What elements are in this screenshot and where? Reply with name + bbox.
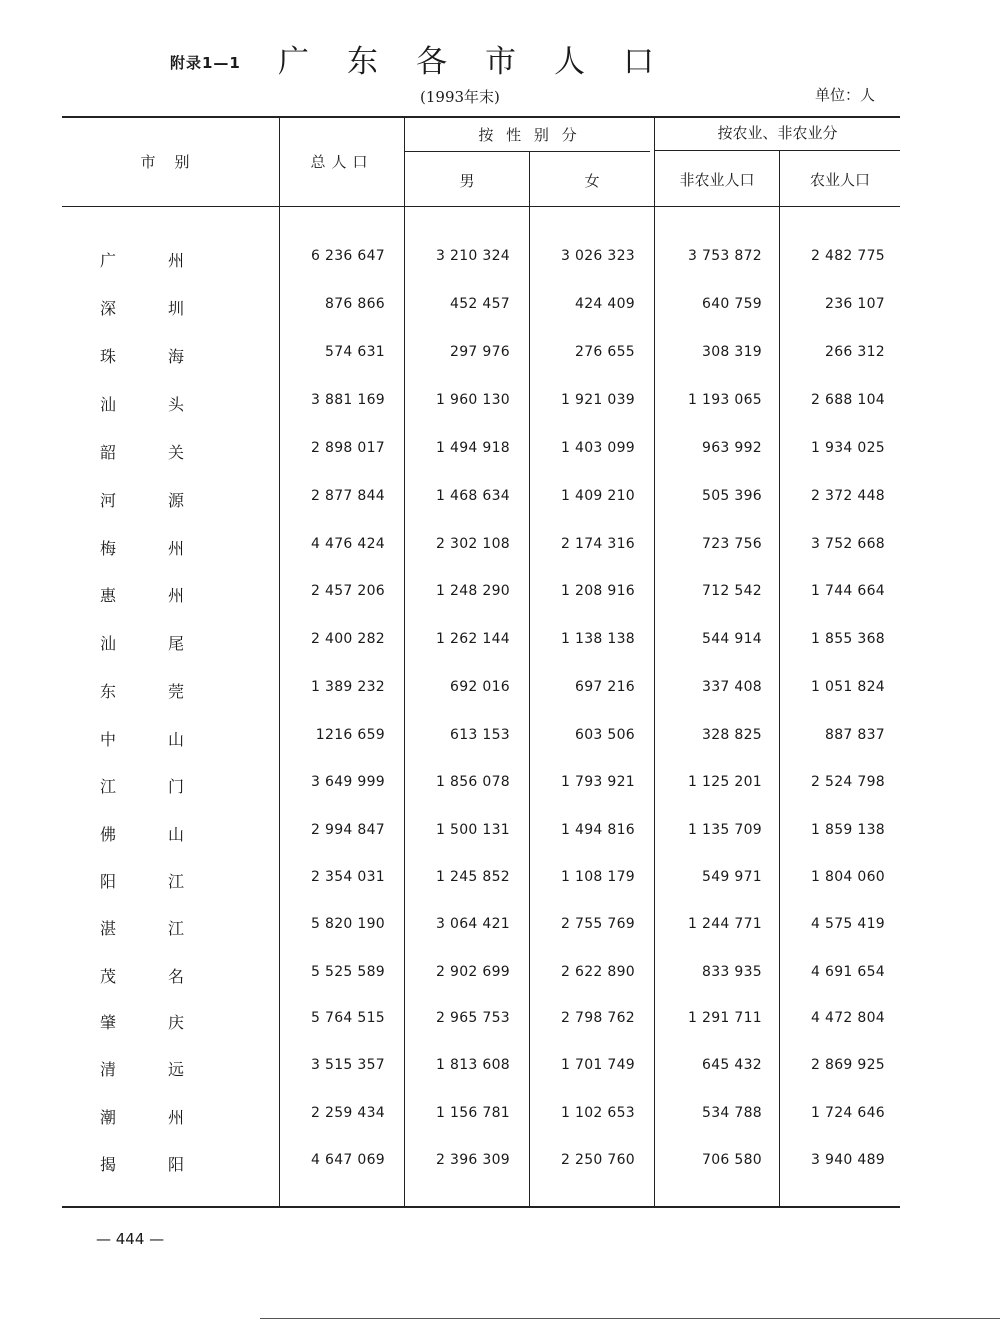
city-name: 东莞 [100, 682, 237, 701]
non-agricultural-population: 1 244 771 [688, 916, 762, 932]
subheader-rule-agri [655, 150, 900, 151]
total-population: 574 631 [325, 344, 385, 360]
appendix-label: 附录1—1 [170, 54, 241, 72]
agricultural-population: 2 869 925 [811, 1057, 885, 1073]
total-population: 2 877 844 [311, 488, 385, 504]
non-agricultural-population: 544 914 [702, 631, 762, 647]
table-row [0, 1010, 1000, 1040]
agricultural-population: 266 312 [825, 344, 885, 360]
table-row [0, 869, 1000, 899]
female-population: 603 506 [575, 727, 635, 743]
header-female: 女 [584, 172, 600, 190]
non-agricultural-population: 3 753 872 [688, 248, 762, 264]
city-name: 佛山 [100, 825, 237, 844]
female-population: 1 793 921 [561, 774, 635, 790]
non-agricultural-population: 1 291 711 [688, 1010, 762, 1026]
total-population: 4 476 424 [311, 536, 385, 552]
agricultural-population: 2 688 104 [811, 392, 885, 408]
male-population: 2 396 309 [436, 1152, 510, 1168]
city-name: 汕尾 [100, 634, 237, 653]
total-population: 3 649 999 [311, 774, 385, 790]
table-row [0, 392, 1000, 422]
table-row [0, 488, 1000, 518]
non-agricultural-population: 534 788 [702, 1105, 762, 1121]
non-agricultural-population: 337 408 [702, 679, 762, 695]
male-population: 613 153 [450, 727, 510, 743]
header-by-agri: 按农业、非农业分 [717, 124, 838, 142]
city-name: 揭阳 [100, 1155, 237, 1174]
non-agricultural-population: 706 580 [702, 1152, 762, 1168]
total-population: 2 994 847 [311, 822, 385, 838]
non-agricultural-population: 505 396 [702, 488, 762, 504]
column-divider-sex [404, 118, 405, 1206]
subtitle: (1993年末) [420, 88, 500, 106]
city-name: 河源 [100, 491, 237, 510]
header-city: 市 别 [140, 153, 190, 171]
agricultural-population: 4 472 804 [811, 1010, 885, 1026]
header-male: 男 [459, 172, 475, 190]
table-row [0, 679, 1000, 709]
table-row [0, 296, 1000, 326]
male-population: 1 813 608 [436, 1057, 510, 1073]
total-population: 876 866 [325, 296, 385, 312]
city-name: 汕头 [100, 395, 237, 414]
non-agricultural-population: 712 542 [702, 583, 762, 599]
female-population: 1 701 749 [561, 1057, 635, 1073]
subheader-rule-sex [405, 151, 650, 152]
city-name: 江门 [100, 777, 237, 796]
female-population: 1 138 138 [561, 631, 635, 647]
non-agricultural-population: 1 125 201 [688, 774, 762, 790]
city-name: 惠州 [100, 586, 237, 605]
female-population: 2 174 316 [561, 536, 635, 552]
table-top-rule [62, 116, 900, 118]
male-population: 692 016 [450, 679, 510, 695]
table-row [0, 774, 1000, 804]
female-population: 1 403 099 [561, 440, 635, 456]
total-population: 4 647 069 [311, 1152, 385, 1168]
city-name: 阳江 [100, 872, 237, 891]
female-population: 2 798 762 [561, 1010, 635, 1026]
agricultural-population: 1 804 060 [811, 869, 885, 885]
male-population: 3 210 324 [436, 248, 510, 264]
non-agricultural-population: 963 992 [702, 440, 762, 456]
agricultural-population: 4 691 654 [811, 964, 885, 980]
agricultural-population: 236 107 [825, 296, 885, 312]
female-population: 2 250 760 [561, 1152, 635, 1168]
male-population: 1 248 290 [436, 583, 510, 599]
city-name: 茂名 [100, 967, 237, 986]
male-population: 2 965 753 [436, 1010, 510, 1026]
female-population: 2 755 769 [561, 916, 635, 932]
agricultural-population: 2 482 775 [811, 248, 885, 264]
female-population: 1 494 816 [561, 822, 635, 838]
city-name: 湛江 [100, 919, 237, 938]
table-row [0, 964, 1000, 994]
table-row [0, 916, 1000, 946]
agricultural-population: 887 837 [825, 727, 885, 743]
city-name: 潮州 [100, 1108, 237, 1127]
table-row [0, 1057, 1000, 1087]
table-row [0, 344, 1000, 374]
female-population: 1 409 210 [561, 488, 635, 504]
male-population: 1 500 131 [436, 822, 510, 838]
male-population: 1 468 634 [436, 488, 510, 504]
non-agricultural-population: 308 319 [702, 344, 762, 360]
total-population: 2 354 031 [311, 869, 385, 885]
table-bottom-rule [62, 1206, 900, 1208]
table-row [0, 583, 1000, 613]
table-row [0, 822, 1000, 852]
total-population: 2 457 206 [311, 583, 385, 599]
female-population: 1 921 039 [561, 392, 635, 408]
table-row [0, 248, 1000, 278]
header-by-sex: 按 性 别 分 [478, 126, 581, 144]
table-row [0, 536, 1000, 566]
agricultural-population: 1 744 664 [811, 583, 885, 599]
agricultural-population: 4 575 419 [811, 916, 885, 932]
agricultural-population: 3 940 489 [811, 1152, 885, 1168]
table-row [0, 1105, 1000, 1135]
non-agricultural-population: 645 432 [702, 1057, 762, 1073]
male-population: 1 494 918 [436, 440, 510, 456]
agricultural-population: 2 524 798 [811, 774, 885, 790]
male-population: 1 245 852 [436, 869, 510, 885]
total-population: 1 389 232 [311, 679, 385, 695]
total-population: 5 525 589 [311, 964, 385, 980]
male-population: 1 156 781 [436, 1105, 510, 1121]
male-population: 297 976 [450, 344, 510, 360]
header-bottom-rule [62, 206, 900, 207]
table-row [0, 1152, 1000, 1182]
total-population: 2 400 282 [311, 631, 385, 647]
city-name: 深圳 [100, 299, 237, 318]
non-agricultural-population: 723 756 [702, 536, 762, 552]
page-title: 广东各市人口 [278, 44, 692, 80]
total-population: 2 898 017 [311, 440, 385, 456]
city-name: 肇庆 [100, 1013, 237, 1032]
female-population: 1 208 916 [561, 583, 635, 599]
total-population: 3 881 169 [311, 392, 385, 408]
non-agricultural-population: 640 759 [702, 296, 762, 312]
agricultural-population: 1 724 646 [811, 1105, 885, 1121]
non-agricultural-population: 1 135 709 [688, 822, 762, 838]
column-divider-agri-group [654, 118, 655, 1206]
total-population: 2 259 434 [311, 1105, 385, 1121]
female-population: 3 026 323 [561, 248, 635, 264]
page-number: — 444 — [96, 1230, 165, 1248]
non-agricultural-population: 1 193 065 [688, 392, 762, 408]
male-population: 1 262 144 [436, 631, 510, 647]
city-name: 清远 [100, 1060, 237, 1079]
female-population: 697 216 [575, 679, 635, 695]
total-population: 6 236 647 [311, 248, 385, 264]
non-agricultural-population: 549 971 [702, 869, 762, 885]
column-divider-total [279, 118, 280, 1206]
male-population: 3 064 421 [436, 916, 510, 932]
total-population: 5 764 515 [311, 1010, 385, 1026]
city-name: 韶关 [100, 443, 237, 462]
male-population: 452 457 [450, 296, 510, 312]
city-name: 中山 [100, 730, 237, 749]
total-population: 5 820 190 [311, 916, 385, 932]
agricultural-population: 1 855 368 [811, 631, 885, 647]
female-population: 424 409 [575, 296, 635, 312]
female-population: 1 102 653 [561, 1105, 635, 1121]
male-population: 2 302 108 [436, 536, 510, 552]
total-population: 3 515 357 [311, 1057, 385, 1073]
table-row [0, 631, 1000, 661]
unit-label: 单位：人 [815, 86, 876, 104]
city-name: 梅州 [100, 539, 237, 558]
agricultural-population: 1 051 824 [811, 679, 885, 695]
female-population: 276 655 [575, 344, 635, 360]
city-name: 广州 [100, 251, 237, 270]
table-row [0, 440, 1000, 470]
non-agricultural-population: 328 825 [702, 727, 762, 743]
header-non-agri: 非农业人口 [679, 171, 755, 189]
table-row [0, 727, 1000, 757]
city-name: 珠海 [100, 347, 237, 366]
agricultural-population: 1 934 025 [811, 440, 885, 456]
female-population: 1 108 179 [561, 869, 635, 885]
page-bottom-edge [260, 1318, 1000, 1319]
agricultural-population: 3 752 668 [811, 536, 885, 552]
agricultural-population: 2 372 448 [811, 488, 885, 504]
male-population: 1 960 130 [436, 392, 510, 408]
header-total: 总人口 [310, 153, 374, 171]
total-population: 1216 659 [315, 727, 385, 743]
header-agri: 农业人口 [809, 171, 870, 189]
non-agricultural-population: 833 935 [702, 964, 762, 980]
male-population: 2 902 699 [436, 964, 510, 980]
male-population: 1 856 078 [436, 774, 510, 790]
female-population: 2 622 890 [561, 964, 635, 980]
agricultural-population: 1 859 138 [811, 822, 885, 838]
